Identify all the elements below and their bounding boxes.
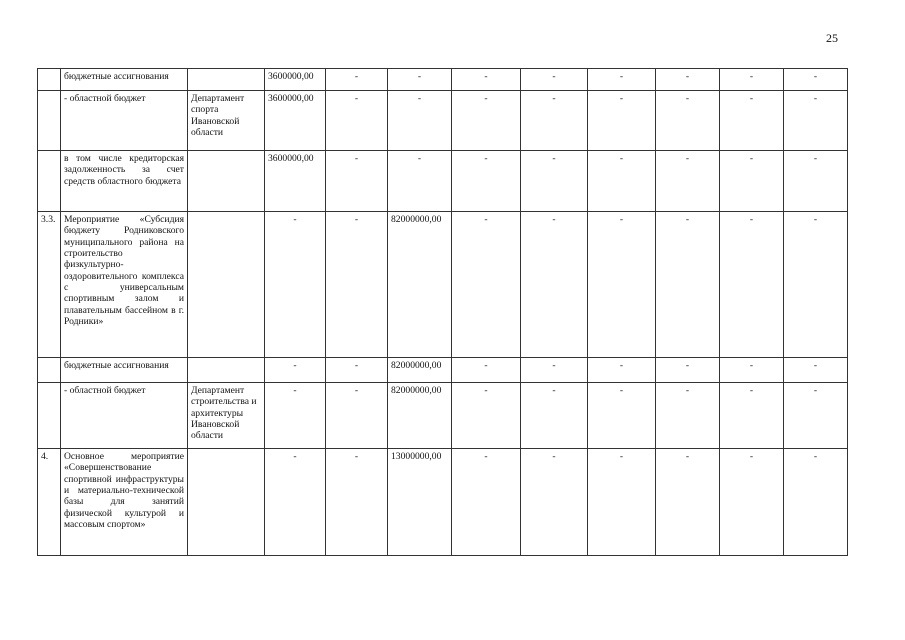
value-cell: - <box>452 151 521 212</box>
value-cell: - <box>326 69 388 91</box>
value-cell: - <box>784 69 848 91</box>
value-cell: - <box>521 91 588 151</box>
value-cell: - <box>720 358 784 383</box>
responsible-cell: Департамент спорта Ивановской области <box>188 91 265 151</box>
value-cell: 3600000,00 <box>265 91 326 151</box>
value-cell: - <box>784 449 848 556</box>
row-name-cell: бюджетные ассигнования <box>61 69 188 91</box>
value-cell: - <box>326 91 388 151</box>
responsible-cell <box>188 358 265 383</box>
budget-table <box>37 68 848 556</box>
value-cell: - <box>656 91 720 151</box>
value-cell: - <box>326 383 388 449</box>
value-cell: - <box>588 449 656 556</box>
value-cell: 3600000,00 <box>265 151 326 212</box>
value-cell: 82000000,00 <box>388 383 452 449</box>
value-cell: - <box>656 151 720 212</box>
value-cell: - <box>521 212 588 358</box>
row-number-cell <box>38 383 61 449</box>
value-cell: 82000000,00 <box>388 212 452 358</box>
value-cell: - <box>720 449 784 556</box>
value-cell: - <box>656 69 720 91</box>
value-cell: - <box>326 358 388 383</box>
value-cell: - <box>388 69 452 91</box>
value-cell: - <box>452 449 521 556</box>
value-cell: - <box>720 69 784 91</box>
responsible-cell <box>188 151 265 212</box>
row-name-cell: Основное мероприятие «Совершенствование спортивной инфраструктуры и материально-технической базы для занятий физической культурой и массовым спортом» <box>61 449 188 556</box>
value-cell: - <box>452 212 521 358</box>
row-name-cell: бюджетные ассигнования <box>61 358 188 383</box>
responsible-cell <box>188 69 265 91</box>
table-row <box>38 91 848 151</box>
value-cell: - <box>720 383 784 449</box>
value-cell: - <box>326 151 388 212</box>
value-cell: - <box>588 358 656 383</box>
value-cell: - <box>452 358 521 383</box>
row-number-cell <box>38 358 61 383</box>
table-row <box>38 358 848 383</box>
value-cell: - <box>521 383 588 449</box>
value-cell: - <box>265 449 326 556</box>
value-cell: - <box>326 449 388 556</box>
value-cell: - <box>656 212 720 358</box>
value-cell: - <box>388 151 452 212</box>
value-cell: - <box>521 69 588 91</box>
value-cell: - <box>588 212 656 358</box>
value-cell: - <box>588 91 656 151</box>
page-number: 25 <box>826 31 838 45</box>
row-number-cell: 3.3. <box>38 212 61 358</box>
row-number-cell <box>38 151 61 212</box>
responsible-cell <box>188 449 265 556</box>
row-name-cell: - областной бюджет <box>61 91 188 151</box>
row-name-cell: Мероприятие «Субсидия бюджету Родниковского муниципального района на строительство физкультурно-оздоровительного комплекса с универсальным спортивным залом и плавательным бассейном в г. Родники» <box>61 212 188 358</box>
value-cell: - <box>656 383 720 449</box>
responsible-cell <box>188 212 265 358</box>
value-cell: - <box>784 212 848 358</box>
row-name-cell: в том числе кредиторская задолженность за счет средств областного бюджета <box>61 151 188 212</box>
value-cell: - <box>388 91 452 151</box>
table-row <box>38 212 848 358</box>
value-cell: - <box>452 69 521 91</box>
value-cell: - <box>784 383 848 449</box>
value-cell: - <box>265 358 326 383</box>
value-cell: - <box>656 449 720 556</box>
row-number-cell <box>38 91 61 151</box>
value-cell: - <box>588 383 656 449</box>
value-cell: - <box>521 449 588 556</box>
value-cell: - <box>784 91 848 151</box>
value-cell: - <box>521 358 588 383</box>
value-cell: - <box>588 151 656 212</box>
value-cell: 3600000,00 <box>265 69 326 91</box>
value-cell: - <box>720 212 784 358</box>
value-cell: - <box>720 151 784 212</box>
value-cell: 13000000,00 <box>388 449 452 556</box>
table-body <box>38 69 848 556</box>
value-cell: - <box>326 212 388 358</box>
value-cell: - <box>656 358 720 383</box>
row-number-cell <box>38 69 61 91</box>
value-cell: - <box>521 151 588 212</box>
table-row <box>38 383 848 449</box>
table-row <box>38 151 848 212</box>
value-cell: - <box>265 212 326 358</box>
value-cell: - <box>784 151 848 212</box>
value-cell: 82000000,00 <box>388 358 452 383</box>
table-row <box>38 449 848 556</box>
value-cell: - <box>265 383 326 449</box>
value-cell: - <box>720 91 784 151</box>
responsible-cell: Департамент строительства и архитектуры Ивановской области <box>188 383 265 449</box>
row-name-cell: - областной бюджет <box>61 383 188 449</box>
value-cell: - <box>784 358 848 383</box>
table-row <box>38 69 848 91</box>
value-cell: - <box>452 91 521 151</box>
row-number-cell: 4. <box>38 449 61 556</box>
value-cell: - <box>452 383 521 449</box>
value-cell: - <box>588 69 656 91</box>
